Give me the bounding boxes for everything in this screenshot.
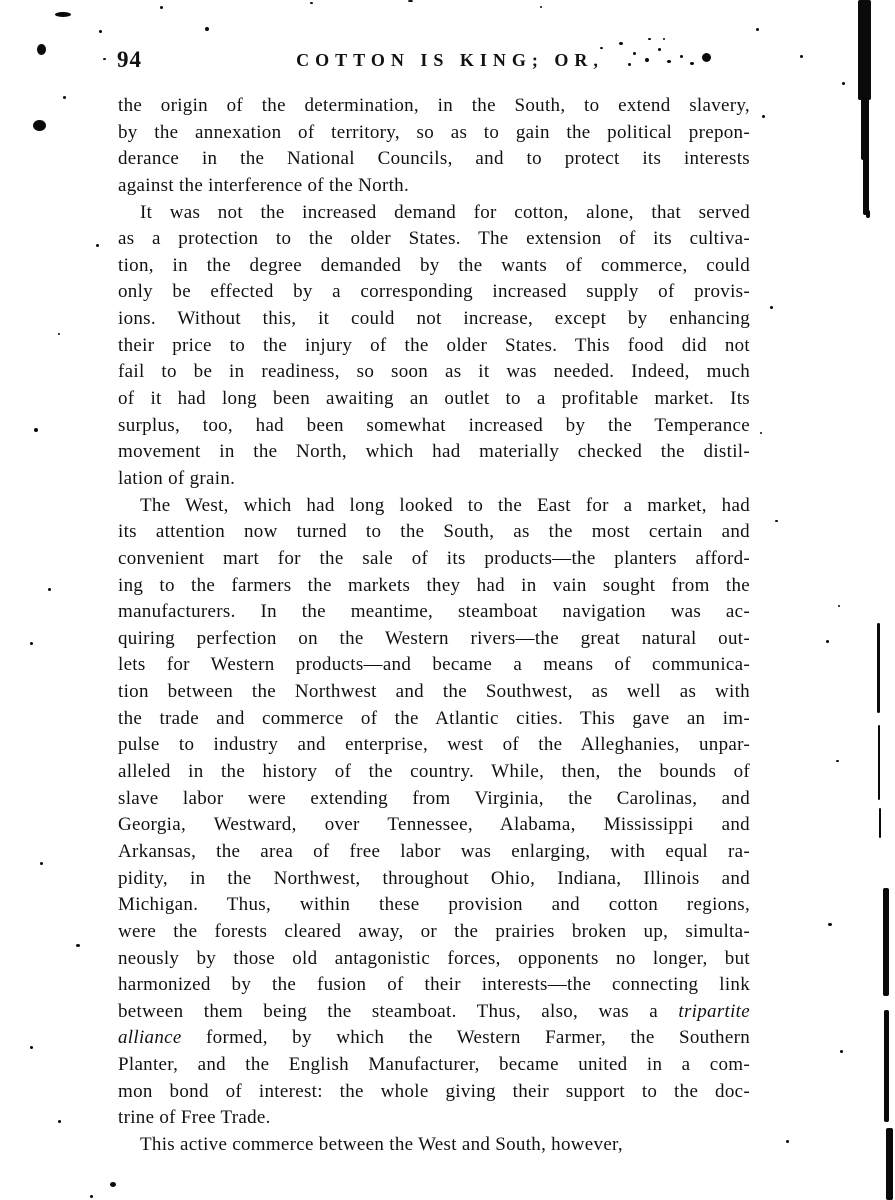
text-line [118,359,750,386]
text-line [118,200,750,227]
text-segment: the origin of the determination, in the South, to extend slavery, [118,95,750,116]
scan-speck [76,944,80,947]
scan-speck [760,432,762,434]
scan-speck [40,862,43,865]
scan-speck [34,428,38,432]
text-line [118,279,750,306]
text-line [118,226,750,253]
text-line [118,626,750,653]
scan-speck [838,605,840,607]
text-line [118,999,750,1026]
text-segment: fail to be in readiness, so soon as it was needed. Indeed, much [118,361,750,383]
text-line [118,866,750,893]
text-segment: its attention now turned to the South, as the most certain and [118,521,750,543]
text-line [118,1105,750,1132]
text-line [118,706,750,733]
text-segment: formed, by which the Western Farmer, the Southern [181,1027,750,1049]
scan-speck [619,42,623,45]
text-segment: mon bond of interest: the whole giving their support to the doc- [118,1080,750,1102]
text-segment: manufacturers. In the meantime, steamboat navigation was ac- [118,601,750,623]
page-edge-shadow [863,155,869,215]
scan-speck [99,30,102,33]
text-segment: pidity, in the Northwest, throughout Ohio, Indiana, Illinois and [118,867,750,889]
scan-speck [663,38,665,40]
text-segment: quiring perfection on the Western rivers—the great natural out- [118,627,750,649]
scan-speck [667,60,671,63]
italic-text: alliance [118,1027,182,1049]
page-edge-shadow [877,623,880,713]
text-line [118,919,750,946]
text-segment: alleled in the history of the country. While, then, the bounds of [118,761,750,783]
scan-speck [408,0,413,2]
scan-speck [90,1195,93,1198]
page-edge-shadow [858,0,871,100]
scan-speck [160,6,163,9]
scan-speck [30,1046,33,1049]
text-line [118,946,750,973]
text-line [118,253,750,280]
italic-text: tripartite [678,1000,750,1022]
text-line [118,120,750,147]
page-edge-shadow [861,95,869,160]
text-segment: Arkansas, the area of free labor was enlarging, with equal ra- [118,840,750,862]
text-line [118,306,750,333]
scan-speck [648,38,651,40]
scan-speck [30,642,33,645]
text-segment: tion between the Northwest and the Southwest, as well as with [118,681,750,703]
scan-speck [600,47,603,49]
scan-speck [800,55,803,58]
text-segment: movement in the North, which had materially checked the distil- [118,441,750,463]
text-segment: their price to the injury of the older States. This food did not [118,334,750,356]
text-line [118,93,750,120]
text-segment: tion, in the degree demanded by the wants of commerce, could [118,254,750,276]
scan-speck [842,82,845,85]
text-segment: neously by those old antagonistic forces, opponents no longer, but [118,947,750,969]
scan-speck [828,923,832,926]
text-segment: only be effected by a corresponding increased supply of provis- [118,281,750,303]
text-segment: This active commerce between the West and South, however, [140,1133,623,1155]
scan-speck [762,115,765,118]
scan-speck [770,306,773,309]
scan-speck [633,52,636,55]
scan-speck [540,6,542,8]
text-segment: surplus, too, had been somewhat increased by the Temperance [118,414,750,436]
text-line [118,333,750,360]
scan-speck [63,96,66,99]
text-line [118,146,750,173]
text-segment: were the forests cleared away, or the prairies broken up, simulta- [118,920,750,942]
text-line [118,573,750,600]
text-line [118,386,750,413]
text-segment: pulse to industry and enterprise, west of the Alleghanies, unpar- [118,734,750,756]
text-segment: derance in the National Councils, and to protect its interests [118,148,750,170]
scan-speck [826,640,829,643]
scan-speck [680,55,683,58]
text-line [118,972,750,999]
text-segment: trine of Free Trade. [118,1107,271,1129]
text-segment: Planter, and the English Manufacturer, became united in a com- [118,1054,750,1076]
text-segment: slave labor were extending from Virginia, the Carolinas, and [118,787,750,809]
text-line [118,652,750,679]
scan-speck [840,1050,843,1053]
scan-speck [48,588,51,591]
page-edge-shadow [884,1010,889,1122]
text-line [118,1052,750,1079]
scan-speck [37,44,46,55]
page-edge-shadow [866,210,870,218]
scan-speck [836,760,839,762]
body-text [118,93,750,1159]
text-segment: Georgia, Westward, over Tennessee, Alabama, Mississippi and [118,814,750,836]
text-line [118,439,750,466]
scan-speck [55,12,71,17]
scan-speck [310,2,313,4]
scan-speck [58,1120,61,1123]
scan-speck [628,63,631,66]
scan-speck [786,1140,789,1143]
page-edge-shadow [886,1128,893,1200]
text-segment: against the interference of the North. [118,174,410,196]
scan-speck [110,1182,116,1187]
text-segment: lation of grain. [118,467,236,489]
text-line [118,759,750,786]
text-segment: by the annexation of territory, so as to gain the political prepon- [118,121,750,143]
text-line [118,839,750,866]
text-segment: of it had long been awaiting an outlet to a profitable market. Its [118,388,750,410]
text-line [118,519,750,546]
text-segment: lets for Western products—and became a means of communica- [118,654,750,676]
text-line [118,466,750,493]
text-line [118,1132,750,1159]
scan-speck [690,62,694,65]
text-line [118,599,750,626]
scan-speck [775,520,778,522]
scan-speck [645,58,649,62]
text-segment: ions. Without this, it could not increase, except by enhancing [118,308,750,330]
text-segment: convenient mart for the sale of its products—the planters afford- [118,547,750,569]
text-line [118,892,750,919]
scan-speck [58,333,60,335]
text-line [118,546,750,573]
text-line [118,812,750,839]
text-line [118,493,750,520]
text-line [118,786,750,813]
scan-speck [33,120,46,131]
page-edge-shadow [878,725,880,800]
page-edge-shadow [879,808,881,838]
text-line [118,413,750,440]
scan-speck [96,244,99,247]
page-number: 94 [117,47,142,72]
text-line [118,1079,750,1106]
text-segment: between them being the steamboat. Thus, also, was a [118,1000,679,1022]
scan-speck [702,53,711,62]
scan-speck [658,48,661,51]
scan-speck [756,28,759,31]
text-segment: harmonized by the fusion of their interests—the connecting link [118,974,750,996]
text-line [118,173,750,200]
page-edge-shadow [883,888,889,996]
text-segment: as a protection to the older States. The extension of its cultiva- [118,228,750,250]
text-line [118,679,750,706]
text-line [118,732,750,759]
text-segment: ing to the farmers the markets they had in vain sought from the [118,574,750,596]
text-line [118,1025,750,1052]
scan-speck [103,58,106,60]
text-segment: Michigan. Thus, within these provision and cotton regions, [118,894,750,916]
text-segment: The West, which had long looked to the East for a market, had [140,494,750,516]
running-header-title: COTTON IS KING; OR, [296,50,604,70]
text-segment: the trade and commerce of the Atlantic cities. This gave an im- [118,707,750,729]
scan-speck [205,27,209,31]
text-segment: It was not the increased demand for cotton, alone, that served [140,201,750,223]
